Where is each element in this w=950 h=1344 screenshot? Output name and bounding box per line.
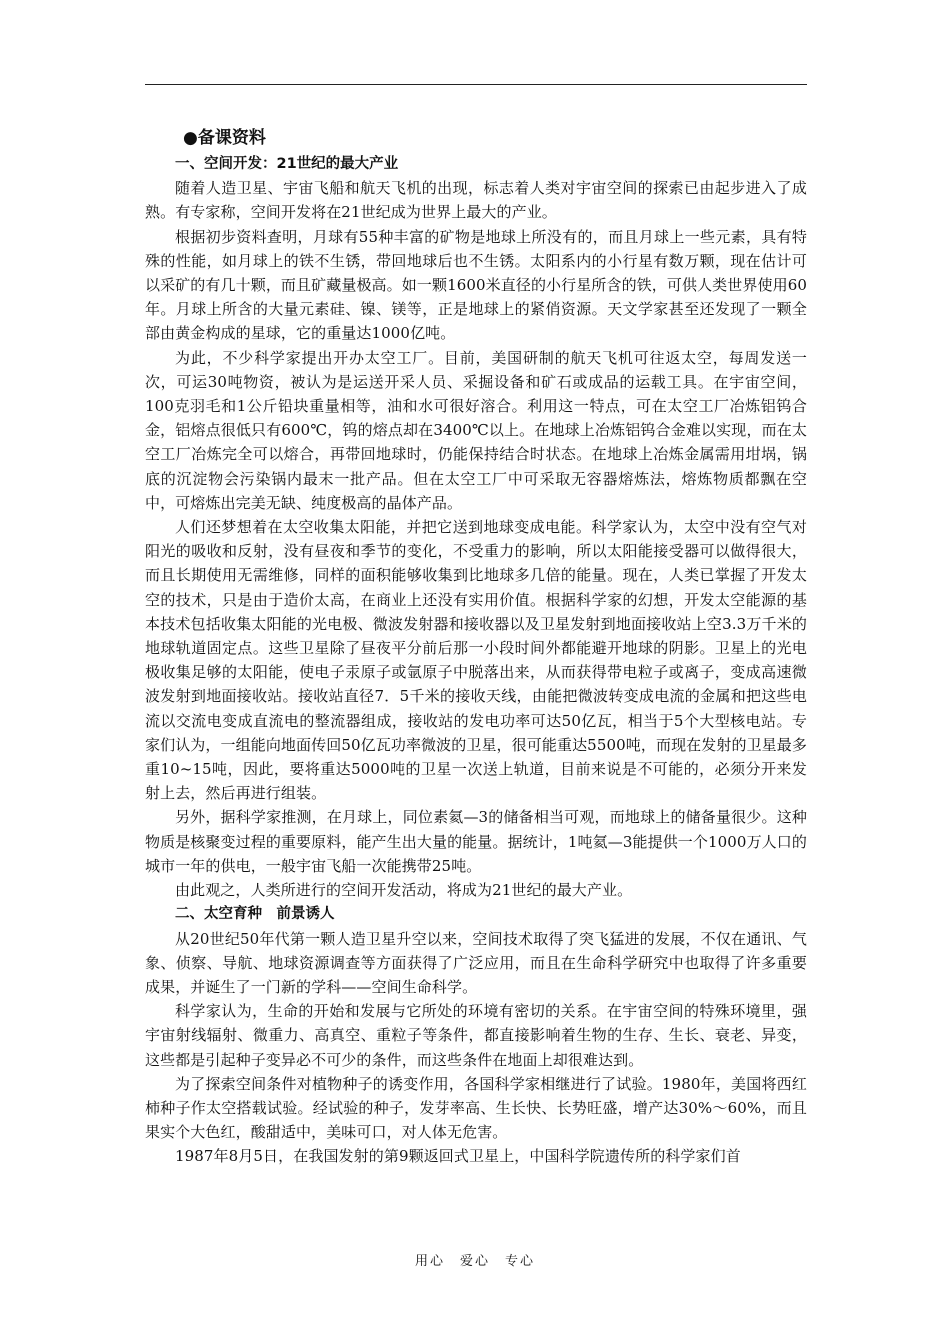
page-footer: 用心 爱心 专心 [414, 1254, 535, 1269]
paragraph: 人们还梦想着在太空收集太阳能，并把它送到地球变成电能。科学家认为，太空中没有空气对阳光的吸收和反射，没有昼夜和季节的变化，不受重力的影响，所以太阳能接受器可以做得很大，而且长期使用无需维修，同样的面积能够收集到比地球多几倍的能量。现在，人类已掌握了开发太空的技术，只是由于造价太高，在商业上还没有实用价值。根据科学家的幻想，开发太空能源的基本技术包括收集太阳能的光电极、微波发射器和接收器以及卫星发射到地面接收站上空3.3万千米的地球轨道固定点。这些卫星除了昼夜平分前后那一小段时间外都能避开地球的阴影。卫星上的光电极收集足够的太阳能，使电子汞原子或氩原子中脱落出来，从而获得带电粒子或离子，变成高速微波发射到地面接收站。接收站直径7．5千米的接收天线，由能把微波转变成电流的金属和把这些电流以交流电变成直流电的整流器组成，接收站的发电功率可达50亿瓦，相当于5个大型核电站。专家们认为，一组能向地面传回50亿瓦功率微波的卫星，很可能重达5500吨，而现在发射的卫星最多重10~15吨，因此，要将重达5000吨的卫星一次送上轨道，目前来说是不可能的，必须分开来发射上去，然后再进行组装。 [145, 518, 807, 803]
section-title-space-breeding: 二、太空育种 前景诱人 [175, 906, 335, 923]
section-title-space-development: 一、空间开发：21世纪的最大产业 [175, 156, 399, 172]
paragraph: 随着人造卫星、宇宙飞船和航天飞机的出现，标志着人类对宇宙空间的探索已由起步进入了成熟。有专家称，空间开发将在21世纪成为世界上最大的产业。 [145, 179, 807, 222]
paragraph: 为了探索空间条件对植物种子的诱变作用，各国科学家相继进行了试验。1980年，美国将西红柿种子作太空搭载试验。经试验的种子，发芽率高、生长快、长势旺盛，增产达30%～60%，而且果实个大色红，酸甜适中，美味可口，对人体无危害。 [145, 1074, 807, 1142]
paragraph: 由此观之，人类所进行的空间开发活动，将成为21世纪的最大产业。 [175, 881, 633, 900]
paragraph: 根据初步资料查明，月球有55种丰富的矿物是地球上所没有的，而且月球上一些元素，具有特殊的性能，如月球上的铁不生锈，带回地球后也不生锈。太阳系内的小行星有数万颗，现在估计可以采矿的有几十颗，而且矿藏量极高。如一颗1600米直径的小行星所含的铁，可供人类世界使用60年。月球上所含的大量元素硅、镍、镁等，正是地球上的紧俏资源。天文学家甚至还发现了一颗全部由黄金构成的星球，它的重量达1000亿吨。 [145, 227, 807, 343]
header-rule [145, 84, 807, 85]
paragraph: 1987年8月5日，在我国发射的第9颗返回式卫星上，中国科学院遗传所的科学家们首 [175, 1147, 741, 1166]
paragraph: 科学家认为，生命的开始和发展与它所处的环境有密切的关系。在宇宙空间的特殊环境里，强宇宙射线辐射、微重力、高真空、重粒子等条件，都直接影响着生物的生存、生长、衰老、异变，这些都是引起种子变异必不可少的条件，而这些条件在地面上却很难达到。 [145, 1002, 807, 1069]
paragraph: 从20世纪50年代第一颗人造卫星升空以来，空间技术取得了突飞猛进的发展，不仅在通讯、气象、侦察、导航、地球资源调查等方面获得了广泛应用，而且在生命科学研究中也取得了许多重要成果，并诞生了一门新的学科——空间生命科学。 [145, 929, 807, 996]
paragraph: 为此，不少科学家提出开办太空工厂。目前，美国研制的航天飞机可往返太空，每周发送一次，可运30吨物资，被认为是运送开采人员、采掘设备和矿石或成品的运载工具。在宇宙空间，100克羽毛和1公斤铅块重量相等，油和水可很好溶合。利用这一特点，可在太空工厂冶炼铝钨合金，铝熔点很低只有600℃，钨的熔点却在3400℃以上。在地球上冶炼铝钨合金难以实现，而在太空工厂冶炼完全可以熔合，再带回地球时，仍能保持结合时状态。在地球上冶炼金属需用坩埚，锅底的沉淀物会污染锅内最末一批产品。但在太空工厂中可采取无容器熔炼法，熔炼物质都飘在空中，可熔炼出完美无缺、纯度极高的晶体产品。 [145, 348, 807, 512]
paragraph: 另外，据科学家推测，在月球上，同位素氦—3的储备相当可观，而地球上的储备量很少。这种物质是核聚变过程的重要原料，能产生出大量的能量。据统计，1吨氦—3能提供一个1000万人口的城市一年的供电，一般宇宙飞船一次能携带25吨。 [145, 808, 807, 875]
document-body [145, 124, 807, 1169]
document-heading: ●备课资料 [183, 128, 266, 148]
